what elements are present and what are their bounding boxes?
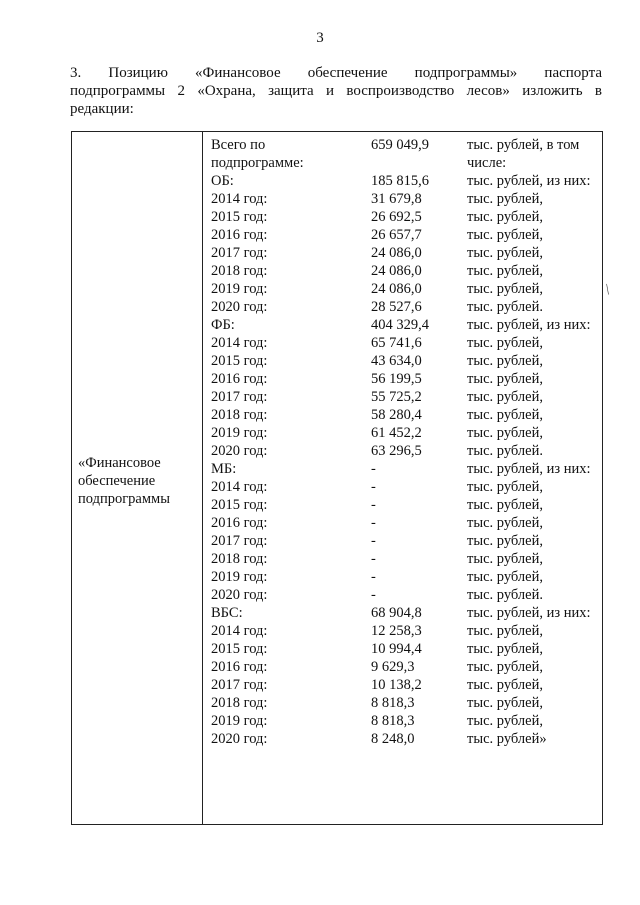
row-label: ВБС:	[211, 605, 243, 621]
table-row	[211, 586, 601, 604]
row-amount: -	[371, 569, 376, 585]
row-unit: тыс. рублей,	[467, 425, 543, 441]
row-label: 2020 год:	[211, 731, 268, 747]
row-unit: тыс. рублей.	[467, 299, 543, 315]
table-row	[211, 244, 601, 262]
margin-mark: ⟍	[600, 282, 614, 298]
row-unit: тыс. рублей,	[467, 551, 543, 567]
table-row	[211, 478, 601, 496]
table-row	[211, 388, 601, 406]
row-unit: тыс. рублей»	[467, 731, 547, 747]
row-label: 2014 год:	[211, 191, 268, 207]
row-label: 2016 год:	[211, 659, 268, 675]
row-unit: тыс. рублей,	[467, 371, 543, 387]
row-label: 2015 год:	[211, 641, 268, 657]
position-label: «Финансовое обеспечение подпрограммы	[78, 455, 170, 507]
row-label: 2019 год:	[211, 569, 268, 585]
intro-line: 3. Позицию «Финансовое обеспечение подпрограммы» паспорта	[70, 65, 602, 81]
row-amount: 26 657,7	[371, 227, 422, 243]
row-unit: тыс. рублей.	[467, 587, 543, 603]
table-row	[211, 604, 601, 622]
row-label: 2015 год:	[211, 353, 268, 369]
row-label: ОБ:	[211, 173, 234, 189]
row-amount: 10 138,2	[371, 677, 422, 693]
row-amount: 61 452,2	[371, 425, 422, 441]
row-label: 2016 год:	[211, 515, 268, 531]
row-unit: тыс. рублей,	[467, 677, 543, 693]
row-label: МБ:	[211, 461, 237, 477]
row-label: 2017 год:	[211, 245, 268, 261]
row-amount: 10 994,4	[371, 641, 422, 657]
row-amount: 404 329,4	[371, 317, 429, 333]
intro-line: подпрограммы 2 «Охрана, защита и воспроизводство лесов» изложить в	[70, 83, 602, 99]
row-unit: тыс. рублей, из них:	[467, 461, 591, 477]
table-row	[211, 172, 601, 190]
row-amount: -	[371, 497, 376, 513]
row-amount: 24 086,0	[371, 245, 422, 261]
row-unit: тыс. рублей,	[467, 659, 543, 675]
row-unit: тыс. рублей,	[467, 623, 543, 639]
row-amount: 8 818,3	[371, 713, 415, 729]
row-label: 2014 год:	[211, 623, 268, 639]
row-unit: тыс. рублей.	[467, 443, 543, 459]
row-label: 2017 год:	[211, 389, 268, 405]
row-unit: тыс. рублей, из них:	[467, 605, 591, 621]
row-unit: тыс. рублей,	[467, 479, 543, 495]
row-label: 2017 год:	[211, 677, 268, 693]
row-amount: 65 741,6	[371, 335, 422, 351]
table-row	[211, 640, 601, 658]
table-row	[211, 352, 601, 370]
row-unit: тыс. рублей,	[467, 515, 543, 531]
row-amount: 43 634,0	[371, 353, 422, 369]
row-unit: тыс. рублей,	[467, 227, 543, 243]
row-amount: 58 280,4	[371, 407, 422, 423]
table-row	[211, 496, 601, 514]
table-row	[211, 406, 601, 424]
row-unit: тыс. рублей,	[467, 695, 543, 711]
row-amount: -	[371, 587, 376, 603]
table-row	[211, 568, 601, 586]
financing-table	[71, 131, 603, 825]
table-row	[211, 298, 601, 316]
row-label: 2014 год:	[211, 479, 268, 495]
row-amount: 56 199,5	[371, 371, 422, 387]
row-label: 2017 год:	[211, 533, 268, 549]
row-unit: тыс. рублей,	[467, 281, 543, 297]
row-unit: тыс. рублей,	[467, 569, 543, 585]
row-amount: 8 818,3	[371, 695, 415, 711]
row-amount: -	[371, 479, 376, 495]
row-label: 2014 год:	[211, 335, 268, 351]
table-row	[211, 658, 601, 676]
row-amount: 659 049,9	[371, 137, 429, 153]
row-unit: тыс. рублей,	[467, 407, 543, 423]
row-label: 2020 год:	[211, 299, 268, 315]
row-amount: 9 629,3	[371, 659, 415, 675]
row-amount: -	[371, 533, 376, 549]
row-amount: -	[371, 551, 376, 567]
column-divider	[202, 132, 203, 824]
table-row	[211, 712, 601, 730]
table-row	[211, 622, 601, 640]
table-row	[211, 514, 601, 532]
row-label: 2020 год:	[211, 443, 268, 459]
table-row	[211, 694, 601, 712]
table-row	[211, 424, 601, 442]
row-amount: 8 248,0	[371, 731, 415, 747]
row-amount: 12 258,3	[371, 623, 422, 639]
row-unit: тыс. рублей,	[467, 335, 543, 351]
row-label: 2015 год:	[211, 209, 268, 225]
row-label: 2019 год:	[211, 425, 268, 441]
row-label: ФБ:	[211, 317, 235, 333]
row-unit: тыс. рублей, в том числе:	[467, 137, 580, 171]
row-label: 2019 год:	[211, 281, 268, 297]
row-amount: 28 527,6	[371, 299, 422, 315]
row-label: 2016 год:	[211, 227, 268, 243]
table-row	[211, 676, 601, 694]
row-amount: 55 725,2	[371, 389, 422, 405]
row-unit: тыс. рублей,	[467, 713, 543, 729]
row-amount: -	[371, 461, 376, 477]
table-row	[211, 208, 601, 226]
row-label: 2016 год:	[211, 371, 268, 387]
row-amount: 24 086,0	[371, 281, 422, 297]
table-row	[211, 370, 601, 388]
row-amount: 68 904,8	[371, 605, 422, 621]
row-label: 2018 год:	[211, 407, 268, 423]
row-unit: тыс. рублей,	[467, 497, 543, 513]
row-unit: тыс. рублей,	[467, 191, 543, 207]
table-row	[211, 550, 601, 568]
table-row	[211, 532, 601, 550]
row-label: 2020 год:	[211, 587, 268, 603]
row-amount: 185 815,6	[371, 173, 429, 189]
table-row	[211, 316, 601, 334]
row-label: Всего по подпрограмме:	[211, 137, 304, 171]
row-unit: тыс. рублей,	[467, 389, 543, 405]
row-amount: -	[371, 515, 376, 531]
table-row	[211, 334, 601, 352]
row-unit: тыс. рублей,	[467, 353, 543, 369]
row-label: 2019 год:	[211, 713, 268, 729]
row-unit: тыс. рублей,	[467, 245, 543, 261]
intro-paragraph	[70, 64, 602, 118]
table-row	[211, 136, 601, 172]
table-row	[211, 262, 601, 280]
table-row	[211, 460, 601, 478]
table-row	[211, 730, 601, 748]
row-label: 2018 год:	[211, 263, 268, 279]
row-unit: тыс. рублей,	[467, 209, 543, 225]
intro-line: редакции:	[70, 101, 134, 117]
row-amount: 24 086,0	[371, 263, 422, 279]
table-row	[211, 280, 601, 298]
row-amount: 31 679,8	[371, 191, 422, 207]
page-number: 3	[316, 30, 324, 46]
row-label: 2018 год:	[211, 695, 268, 711]
row-unit: тыс. рублей,	[467, 641, 543, 657]
row-unit: тыс. рублей,	[467, 263, 543, 279]
table-row	[211, 226, 601, 244]
row-amount: 26 692,5	[371, 209, 422, 225]
row-unit: тыс. рублей, из них:	[467, 173, 591, 189]
row-amount: 63 296,5	[371, 443, 422, 459]
row-label: 2018 год:	[211, 551, 268, 567]
table-row	[211, 442, 601, 460]
row-label: 2015 год:	[211, 497, 268, 513]
row-unit: тыс. рублей,	[467, 533, 543, 549]
table-row	[211, 190, 601, 208]
row-unit: тыс. рублей, из них:	[467, 317, 591, 333]
financing-rows	[211, 136, 601, 748]
